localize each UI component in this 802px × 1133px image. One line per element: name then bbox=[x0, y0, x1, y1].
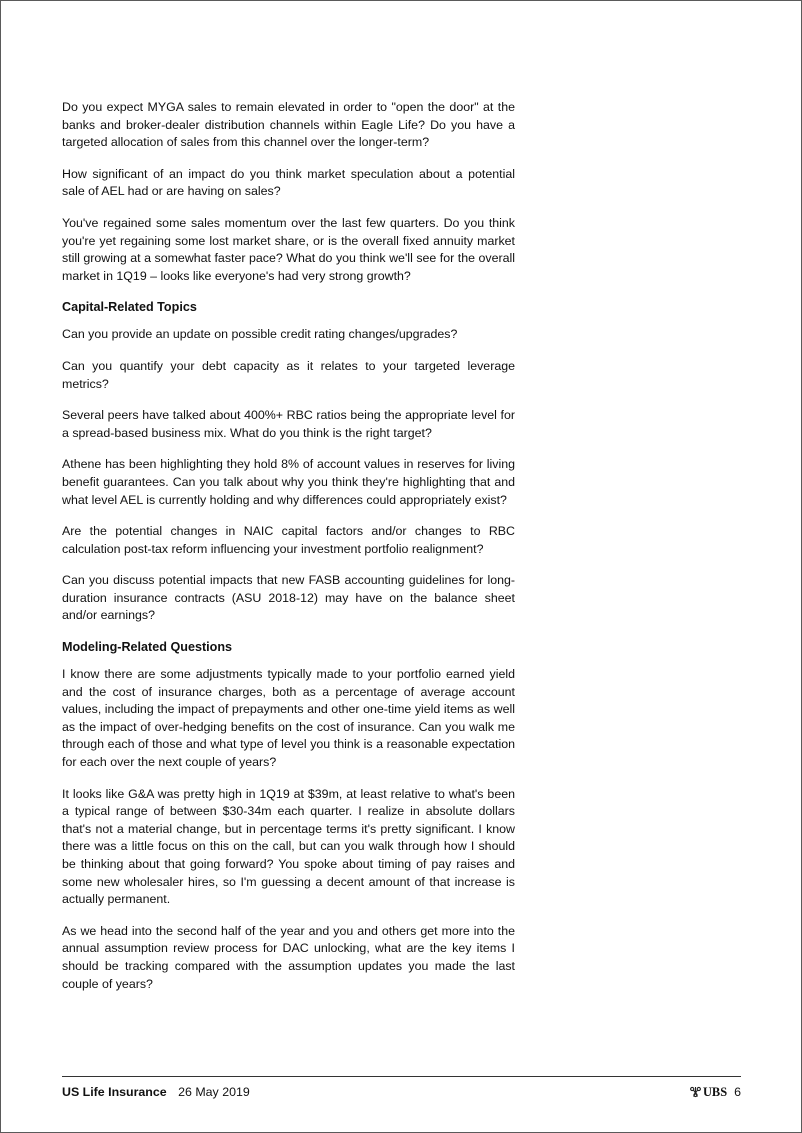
ubs-logo bbox=[689, 1083, 727, 1101]
footer-right bbox=[689, 1083, 741, 1101]
paragraph-naic-capital: Are the potential changes in NAIC capital factors and/or changes to RBC calculation post-tax reform influencing your investment portfolio realignment? bbox=[62, 524, 515, 556]
page-footer bbox=[62, 1083, 741, 1101]
footer-left bbox=[62, 1083, 250, 1101]
paragraph-myga-sales: Do you expect MYGA sales to remain elevated in order to "open the door" at the banks and broker-dealer distribution channels within Eagle Life? Do you have a targeted allocation of sales from this channel over the longer-term? bbox=[62, 100, 515, 150]
page-number: 6 bbox=[734, 1085, 741, 1099]
paragraph-earned-yield: I know there are some adjustments typically made to your portfolio earned yield and the cost of insurance charges, both as a percentage of average account values, including the impact of prepayments and other one-time yield items as well as the impact of over-hedging benefits on the cost of insurance. Can you walk me through each of those and what type of level you think is a reasonable expectation for each over the next couple of years? bbox=[62, 667, 515, 770]
paragraph-credit-rating: Can you provide an update on possible credit rating changes/upgrades? bbox=[62, 327, 458, 342]
section-heading-capital: Capital-Related Topics bbox=[62, 300, 197, 315]
document-body bbox=[62, 99, 515, 1007]
paragraph-sales-momentum: You've regained some sales momentum over the last few quarters. Do you think you're yet regaining some lost market share, or is the overall fixed annuity market still growing at a somewhat faster pace? What do you think we'll see for the overall market in 1Q19 – looks like everyone's had very strong growth? bbox=[62, 215, 515, 283]
paragraph-sale-speculation: How significant of an impact do you think market speculation about a potential sale of AEL had or are having on sales? bbox=[62, 166, 515, 199]
report-title: US Life Insurance bbox=[62, 1085, 167, 1099]
brand-name: UBS bbox=[702, 1085, 728, 1099]
paragraph-athene-reserves: Athene has been highlighting they hold 8% of account values in reserves for living benefit guarantees. Can you talk about why you think they're highlighting that and what level AEL is currently holding and why differences could appropriately exist? bbox=[62, 457, 515, 507]
report-date: 26 May 2019 bbox=[178, 1085, 250, 1099]
paragraph-rbc-ratios: Several peers have talked about 400%+ RBC ratios being the appropriate level for a spread-based business mix. What do you think is the right target? bbox=[62, 408, 515, 440]
section-heading-modeling: Modeling-Related Questions bbox=[62, 640, 233, 655]
footer-divider bbox=[62, 1076, 741, 1077]
paragraph-g-and-a: It looks like G&A was pretty high in 1Q19 at $39m, at least relative to what's been a typical range of between $30-34m each quarter. I realize in absolute dollars that's not a material change, but in percentage terms it's pretty significant. I know there was a little focus on this on the call, but can you walk through how I should be thinking about that going forward? You spoke about timing of pay raises and some new wholesaler hires, so I'm guessing a decent amount of that increase is actually permanent. bbox=[62, 786, 515, 907]
ubs-keys-icon bbox=[689, 1086, 702, 1098]
paragraph-debt-capacity: Can you quantify your debt capacity as it relates to your targeted leverage metrics? bbox=[62, 358, 515, 391]
paragraph-dac-unlocking: As we head into the second half of the year and you and others get more into the annual assumption review process for DAC unlocking, what are the key items I should be tracking compared with the assumption updates you made the last couple of years? bbox=[62, 923, 515, 991]
paragraph-fasb-guidelines: Can you discuss potential impacts that new FASB accounting guidelines for long-duration insurance contracts (ASU 2018-12) may have on the balance sheet and/or earnings? bbox=[62, 573, 515, 623]
